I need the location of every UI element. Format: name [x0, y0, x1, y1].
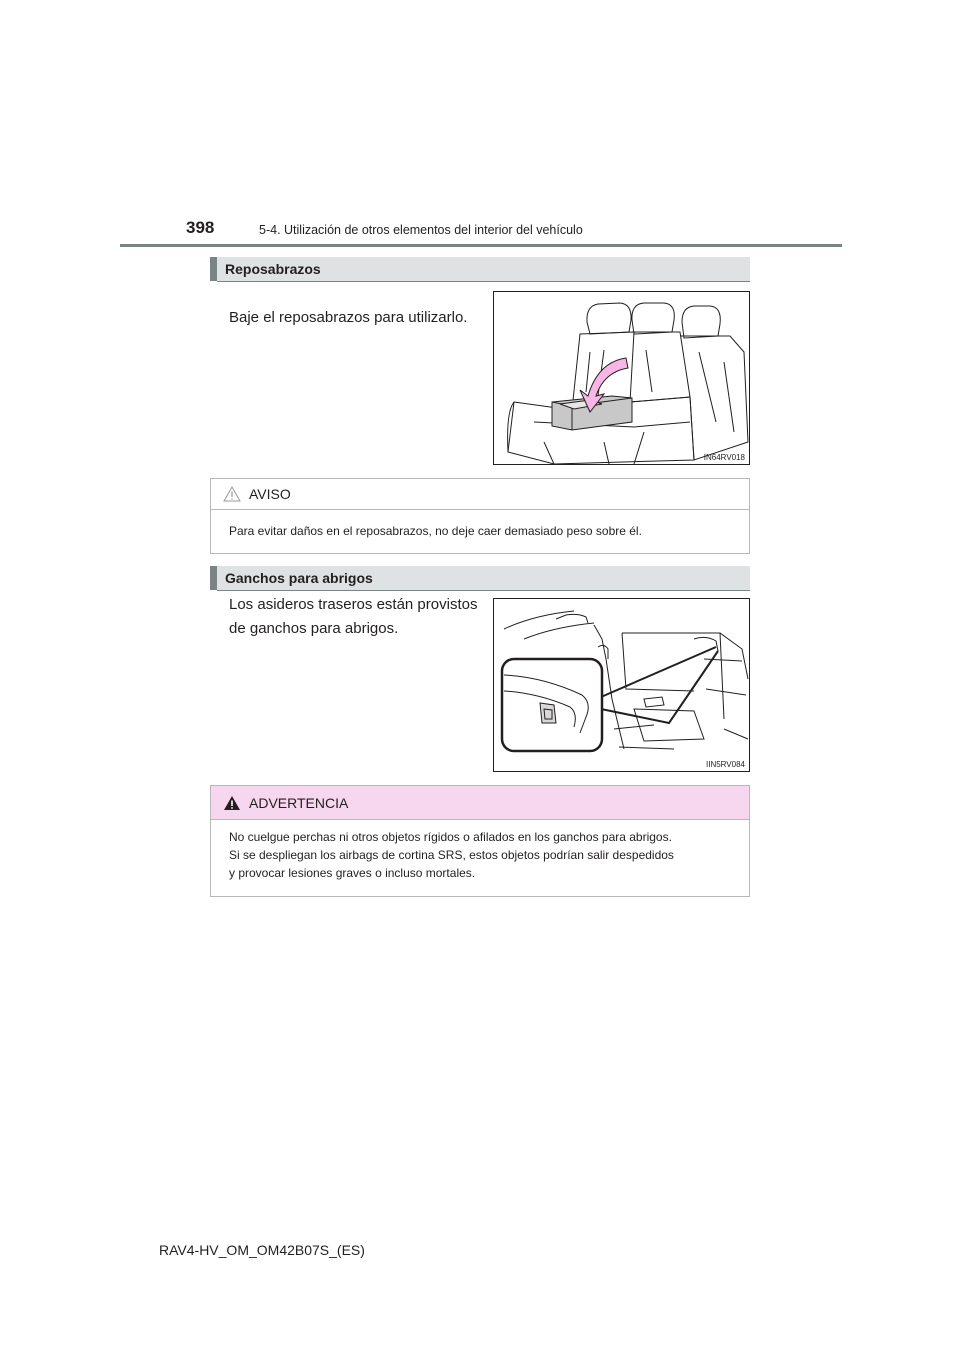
armrest-instruction: Baje el reposabrazos para utilizarlo.: [229, 309, 468, 326]
header-divider: [120, 244, 842, 247]
coat-hooks-section-heading: [210, 566, 750, 590]
coat-hook-drawing: [494, 599, 749, 771]
caution-triangle-icon: [223, 486, 241, 502]
warning-text: [211, 820, 749, 882]
armrest-heading-label: Reposabrazos: [225, 261, 321, 277]
warning-label: ADVERTENCIA: [249, 794, 349, 811]
armrest-illustration: [493, 291, 750, 465]
warning-text-line3: y provocar lesiones graves o incluso mortales.: [229, 866, 476, 880]
warning-box: [210, 785, 750, 897]
coat-hooks-text-line1: Los asideros traseros están provistos: [229, 596, 478, 613]
coat-hooks-heading-label: Ganchos para abrigos: [225, 570, 373, 586]
notice-text: Para evitar daños en el reposabrazos, no deje caer demasiado peso sobre él.: [229, 524, 642, 538]
document-code: RAV4-HV_OM_OM42B07S_(ES): [159, 1242, 365, 1258]
warning-text-line1: No cuelgue perchas ni otros objetos rígidos o afilados en los ganchos para abrigos.: [229, 830, 672, 844]
coat-hooks-text-line2: de ganchos para abrigos.: [229, 620, 399, 637]
armrest-drawing: [494, 292, 749, 464]
warning-text-line2: Si se despliegan los airbags de cortina SRS, estos objetos podrían salir despedidos: [229, 848, 674, 862]
armrest-section-heading: [210, 257, 750, 281]
coat-hooks-instruction: [229, 593, 489, 641]
notice-header: [211, 479, 749, 510]
warning-header: [211, 786, 749, 820]
notice-label: AVISO: [249, 486, 291, 502]
coat-hook-figure-code: IIN5RV084: [706, 760, 745, 769]
armrest-figure-code: IN64RV018: [703, 453, 745, 462]
page-number: 398: [186, 218, 215, 237]
section-title: 5-4. Utilización de otros elementos del interior del vehículo: [259, 223, 583, 237]
coat-hook-illustration: [493, 598, 750, 772]
notice-box: [210, 478, 750, 554]
warning-triangle-icon: [223, 795, 241, 811]
